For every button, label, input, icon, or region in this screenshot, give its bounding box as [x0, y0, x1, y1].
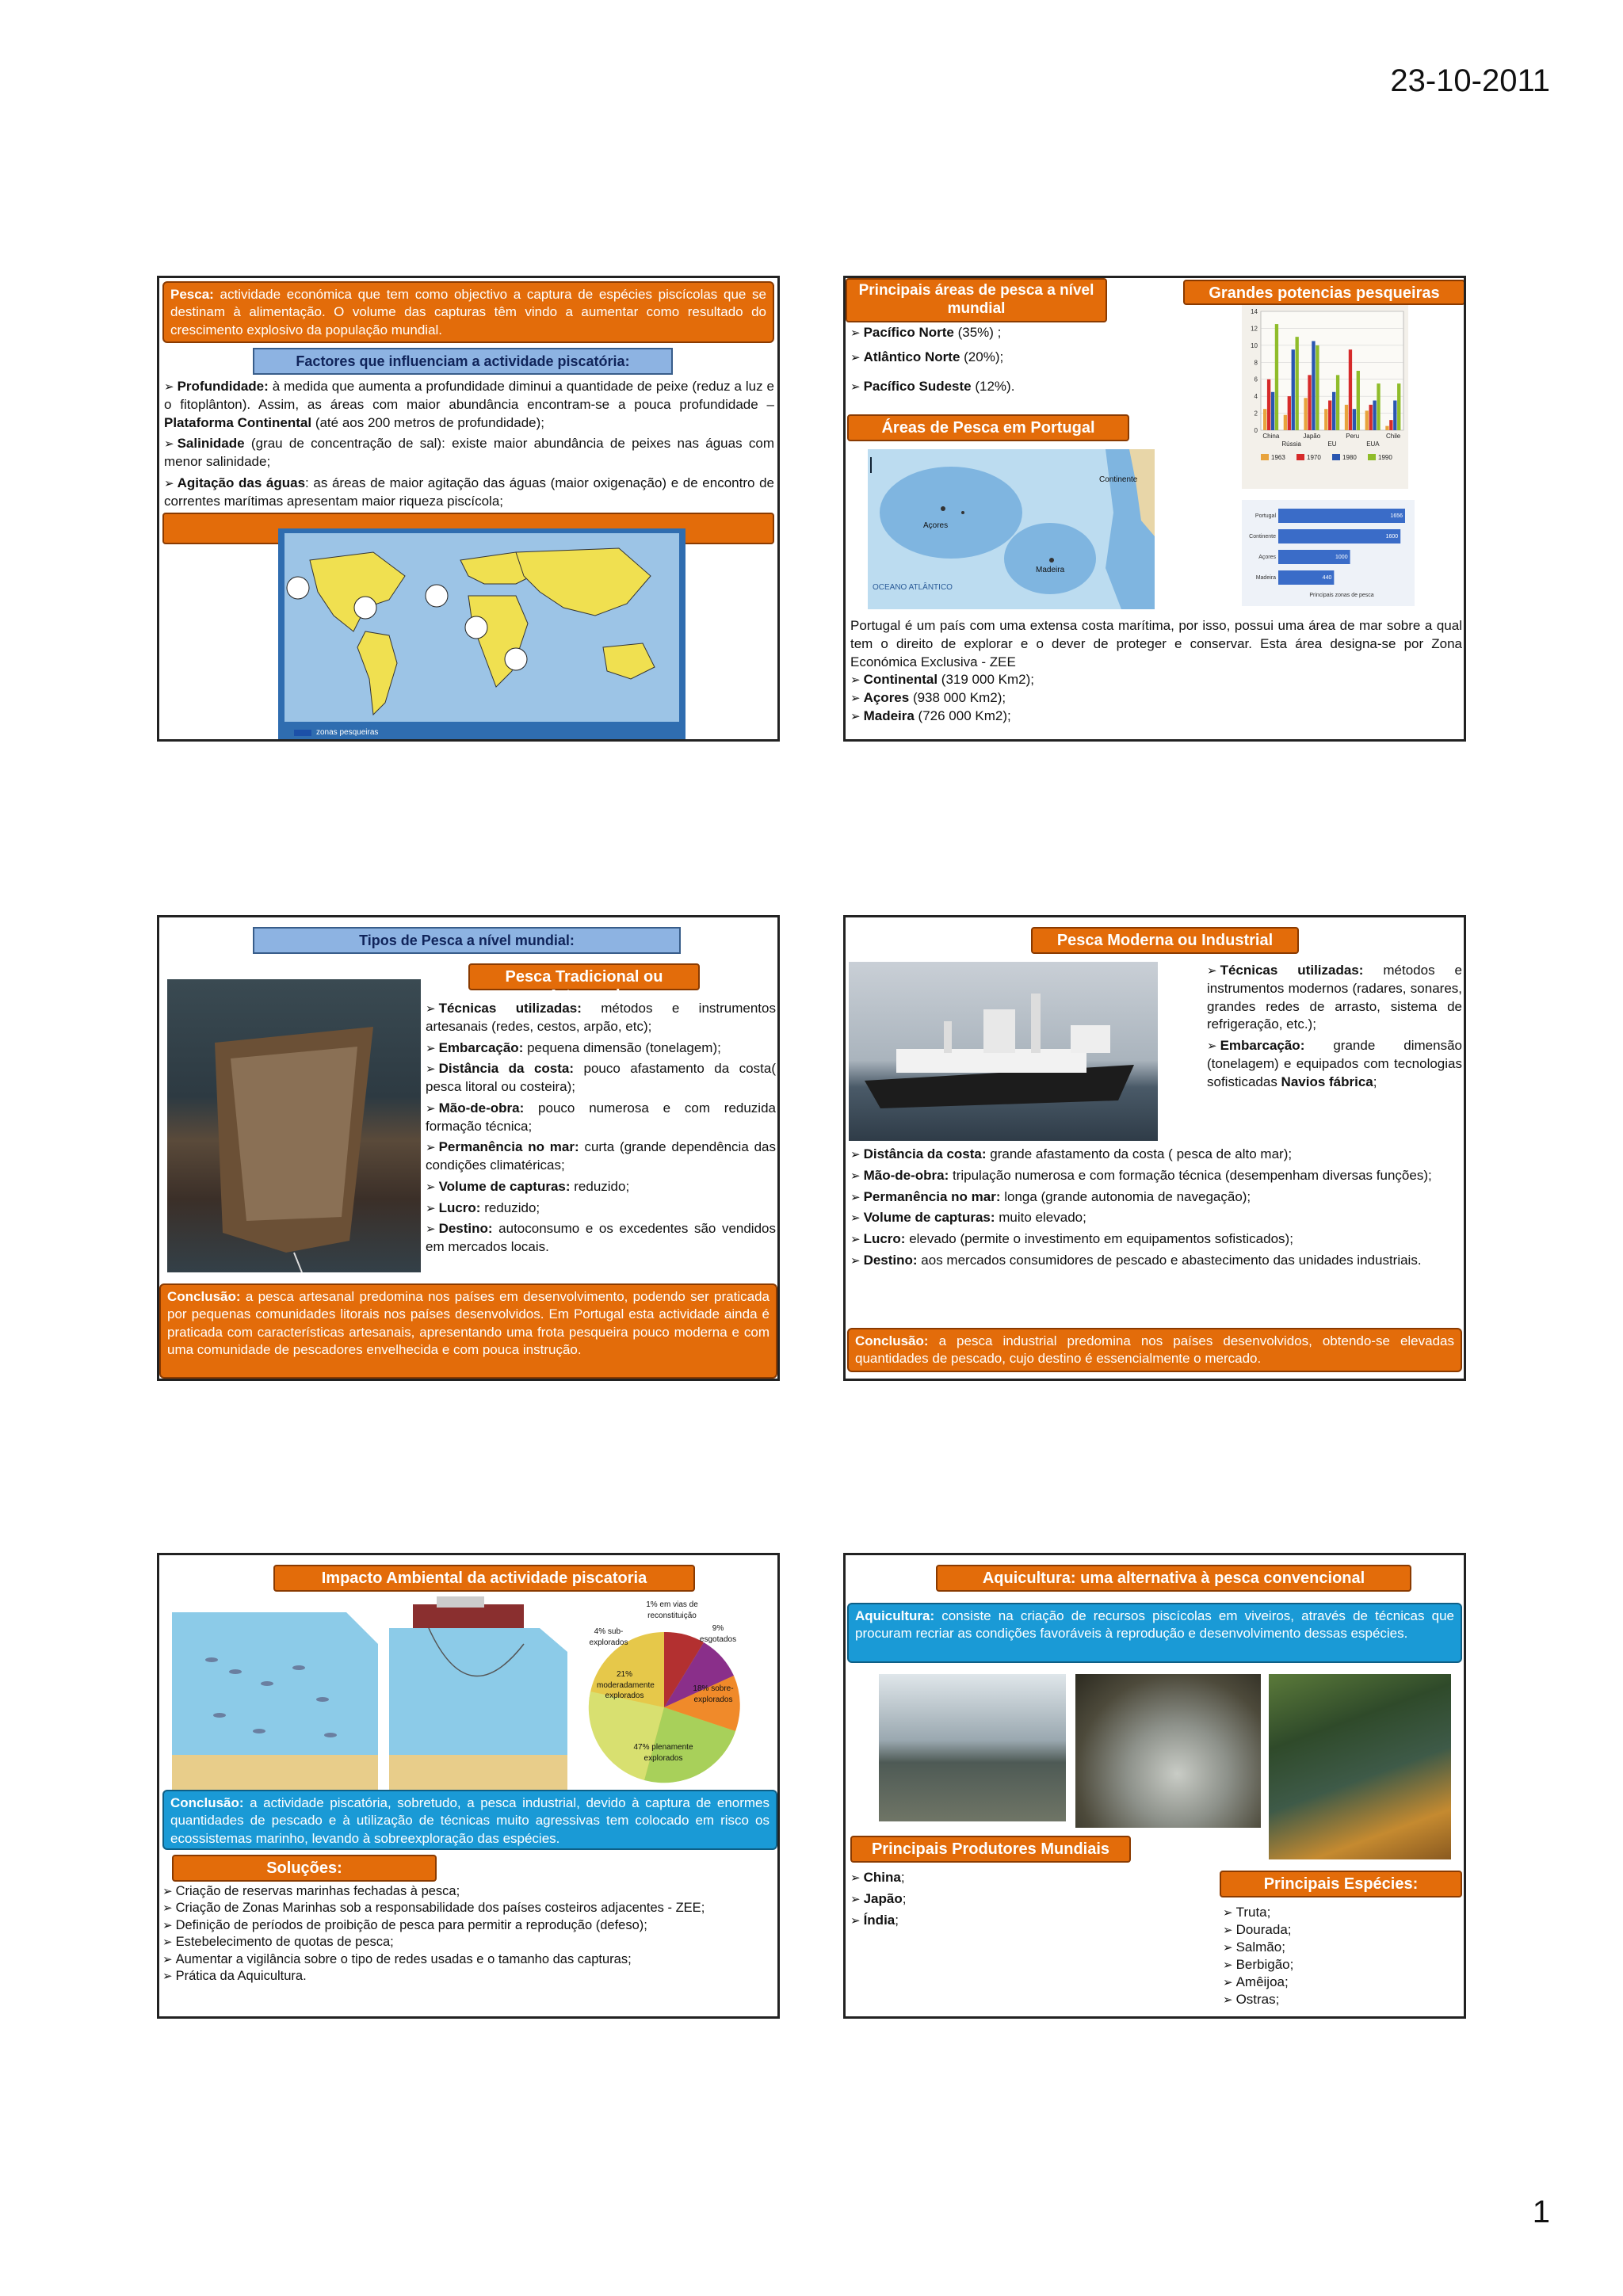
solution-item: ➢ Criação de reservas marinhas fechadas à pesca;: [162, 1883, 777, 1900]
y-tick-label: 10: [1251, 341, 1258, 349]
factors-list: [164, 378, 774, 510]
zee-item: ➢ Continental (319 000 Km2);: [850, 671, 1462, 689]
y-tick-label: 0: [1254, 427, 1258, 434]
bar: [1316, 345, 1319, 430]
industrial-item: ➢ Técnicas utilizadas: métodos e instrumentos modernos (radares, sonares, grandes redes de arrasto, sistema de refrigeração, etc.);: [1207, 962, 1462, 1034]
bar: [1288, 396, 1291, 430]
bar-category-label: Açores: [1258, 555, 1276, 560]
powers-title: Grandes potencias pesqueiras: [1183, 280, 1465, 305]
solution-item: ➢ Estebelecimento de quotas de pesca;: [162, 1934, 777, 1951]
legend-label: 1980: [1342, 454, 1357, 461]
ocean-after-illustration: [381, 1596, 571, 1804]
portugal-zee-bar-chart: [1242, 500, 1415, 606]
intro-term: Pesca:: [170, 287, 214, 302]
traditional-item: ➢ Volume de capturas: reduzido;: [426, 1178, 776, 1196]
map-label-continente: Continente: [1099, 475, 1138, 484]
legend-swatch: [1296, 454, 1304, 460]
producer-item: ➢ China;: [850, 1869, 1088, 1887]
ocean-before-illustration: [164, 1596, 388, 1804]
slide-aquaculture: [843, 1553, 1466, 2019]
factors-title: Factores que influenciam a actividade piscatória:: [253, 348, 673, 375]
solution-item: ➢ Prática da Aquicultura.: [162, 1968, 777, 1985]
traditional-item: ➢ Técnicas utilizadas: métodos e instrumentos artesanais (redes, cestos, arpão, etc);: [426, 1000, 776, 1036]
solution-item: ➢ Definição de períodos de proibição de pesca para permitir a reprodução (defeso);: [162, 1917, 777, 1934]
bar-value-label: 1600: [1385, 534, 1399, 540]
fish-stocks-pie-chart: [581, 1596, 747, 1804]
producers-title: Principais Produtores Mundiais: [850, 1836, 1131, 1863]
industrial-item: ➢ Distância da costa: grande afastamento da costa ( pesca de alto mar);: [850, 1146, 1462, 1164]
portugal-text: Portugal é um país com uma extensa costa marítima, por isso, possui uma área de mar sobre a qual tem o direito de explorar e o dever de proteger e conservar. Esta área designa-se por Zona Económica Exclusiva - ZEE: [850, 618, 1462, 669]
species-item: ➢ Truta;: [1223, 1904, 1461, 1921]
bar: [1353, 409, 1356, 430]
pie-label-depleted: 9% esgotados: [699, 1624, 737, 1644]
aquaculture-title: Aquicultura: uma alternativa à pesca convencional: [936, 1565, 1411, 1592]
slide-industrial-fishing: [843, 915, 1466, 1381]
aquaculture-definition: Aquicultura: consiste na criação de recursos piscícolas em viveiros, através de técnicas que procuram recriar as condições favoráveis à reprodução e desenvolvimento dessas espécies.: [847, 1603, 1462, 1663]
map-label-madeira: Madeira: [1036, 566, 1065, 574]
powers-bar-chart: [1242, 305, 1408, 489]
y-tick-label: 14: [1251, 308, 1258, 315]
traditional-item: ➢ Mão-de-obra: pouco numerosa e com reduzida formação técnica;: [426, 1100, 776, 1136]
legend-swatch: [1368, 454, 1376, 460]
producer-item: ➢ Japão;: [850, 1890, 1088, 1909]
bar: [1328, 401, 1331, 431]
bar: [1389, 420, 1392, 430]
bar: [1278, 509, 1405, 523]
industrial-title: Pesca Moderna ou Industrial: [1031, 927, 1299, 954]
factor-item: ➢ Agitação das águas: as áreas de maior agitação das águas (maior oxigenação) e de encontro de correntes marítimas apresentam maior riqueza piscícola;: [164, 475, 774, 511]
area-item: ➢ Atlântico Norte (20%);: [850, 349, 1112, 367]
areas-title: Principais áreas de pesca a nível mundial: [846, 278, 1107, 322]
traditional-item: ➢ Lucro: reduzido;: [426, 1199, 776, 1218]
bar: [1332, 392, 1335, 430]
aquaculture-photo-1: [879, 1674, 1066, 1821]
bar: [1357, 371, 1360, 430]
x-tick-label: EUA: [1366, 441, 1380, 448]
bar: [1365, 410, 1369, 430]
bar: [1278, 529, 1400, 543]
bar: [1263, 409, 1266, 430]
intro-box: [162, 281, 774, 343]
x-tick-label: Rússia: [1281, 441, 1301, 448]
bar: [1324, 409, 1327, 430]
bar: [1308, 375, 1311, 430]
bar: [1377, 383, 1380, 430]
industrial-list-right: [1207, 962, 1462, 1091]
portugal-title: Áreas de Pesca em Portugal: [847, 414, 1129, 441]
x-tick-label: Peru: [1346, 433, 1360, 440]
species-list: [1223, 1904, 1461, 2009]
zee-item: ➢ Madeira (726 000 Km2);: [850, 707, 1462, 726]
page-date: 23-10-2011: [1390, 63, 1550, 98]
bar-category-label: Continente: [1249, 534, 1276, 540]
bar: [1336, 375, 1339, 430]
x-tick-label: EU: [1327, 441, 1337, 448]
x-tick-label: Chile: [1386, 433, 1401, 440]
bar-value-label: 1000: [1335, 555, 1348, 560]
traditional-item: ➢ Distância da costa: pouco afastamento da costa( pesca litoral ou costeira);: [426, 1060, 776, 1097]
traditional-conclusion: Conclusão: a pesca artesanal predomina nos países em desenvolvimento, podendo ser praticada por pequenas comunidades litorais nos países desenvolvidos. Em Portugal esta actividade ainda é praticada com características artesanais, apresentando uma frota pesqueira pouco moderna e com uma comunidade de pescadores envelhecida e com pouca instrução.: [159, 1283, 777, 1379]
artisanal-boat-photo: [167, 979, 421, 1272]
bar: [1349, 349, 1352, 430]
pie-label-reconstitution: 1% em vias de reconstituição: [646, 1600, 698, 1620]
bar: [1271, 392, 1274, 430]
bar: [1284, 415, 1287, 430]
y-tick-label: 2: [1254, 410, 1258, 418]
industrial-item: ➢ Volume de capturas: muito elevado;: [850, 1209, 1462, 1227]
legend-label: 1990: [1378, 454, 1392, 461]
solutions-title: Soluções:: [172, 1855, 437, 1882]
bar: [1296, 337, 1299, 430]
intro-text: actividade económica que tem como objectivo a captura de espécies piscícolas que se destinam à alimentação. O volume das capturas têm vindo a aumentar como resultado do crescimento explosivo da população mundial.: [170, 287, 766, 338]
bar-value-label: 440: [1322, 575, 1332, 581]
factory-ship-photo: [849, 962, 1158, 1141]
factor-item: ➢ Salinidade (grau de concentração de sal): existe maior abundância de peixes nas águas com menor salinidade;: [164, 435, 774, 471]
bar-category-label: Portugal: [1254, 513, 1276, 519]
bar-value-label: 1656: [1390, 513, 1403, 519]
legend-swatch: [1261, 454, 1269, 460]
industrial-item: ➢ Destino: aos mercados consumidores de pescado e abastecimento das unidades industriais.: [850, 1252, 1462, 1270]
slide-fishing-areas: [843, 276, 1466, 742]
area-item: ➢ Pacífico Sudeste (12%).: [850, 378, 1112, 396]
bar: [1345, 405, 1348, 430]
traditional-list: [426, 1000, 776, 1257]
industrial-item: ➢ Embarcação: grande dimensão (tonelagem) e equipados com tecnologias sofisticadas Navios fábrica;: [1207, 1037, 1462, 1091]
species-item: ➢ Amêijoa;: [1223, 1974, 1461, 1991]
species-item: ➢ Ostras;: [1223, 1991, 1461, 2008]
industrial-item: ➢ Lucro: elevado (permite o investimento em equipamentos sofisticados);: [850, 1230, 1462, 1249]
x-axis-label: Principais zonas de pesca: [1309, 593, 1374, 598]
species-item: ➢ Berbigão;: [1223, 1956, 1461, 1974]
traditional-item: ➢ Embarcação: pequena dimensão (tonelagem);: [426, 1039, 776, 1058]
x-tick-label: Japão: [1303, 433, 1321, 440]
area-item: ➢ Pacífico Norte (35%) ;: [850, 324, 1112, 342]
impact-conclusion: Conclusão: a actividade piscatória, sobretudo, a pesca industrial, devido à captura de enormes quantidades de pescado e à utilização de técnicas muito agressivas tem colocado em risco os ecossistemas marinho, levando à sobreexploração das espécies.: [162, 1790, 777, 1850]
bar: [1385, 426, 1388, 430]
bar: [1397, 383, 1400, 430]
industrial-list: [850, 1146, 1462, 1270]
pie-label-underexploited: 4% sub-explorados: [589, 1627, 628, 1647]
map-legend-label: zonas pesqueiras: [316, 728, 379, 737]
bar: [1275, 324, 1278, 430]
species-item: ➢ Salmão;: [1223, 1939, 1461, 1956]
world-fishing-map: [278, 528, 685, 739]
traditional-subtitle: Pesca Tradicional ou Artesanal: [468, 963, 700, 990]
areas-list: [850, 324, 1112, 395]
aquaculture-photo-2: [1075, 1674, 1261, 1828]
bar: [1373, 401, 1376, 431]
industrial-conclusion: Conclusão: a pesca industrial predomina nos países desenvolvidos, obtendo-se elevadas quantidades de pescado, cujo destino é essencialmente o mercado.: [847, 1328, 1462, 1372]
zee-item: ➢ Açores (938 000 Km2);: [850, 689, 1462, 707]
legend-label: 1970: [1307, 454, 1321, 461]
bar: [1369, 405, 1373, 430]
bar: [1292, 349, 1295, 430]
map-label-acores: Açores: [923, 521, 949, 530]
pie-label-moderate: 21% moderadamente explorados: [597, 1670, 655, 1700]
solution-item: ➢ Criação de Zonas Marinhas sob a responsabilidade dos países costeiros adjacentes - ZEE;: [162, 1900, 777, 1917]
solution-item: ➢ Aumentar a vigilância sobre o tipo de redes usadas e o tamanho das capturas;: [162, 1951, 777, 1968]
x-tick-label: China: [1262, 433, 1280, 440]
bar: [1304, 398, 1307, 430]
pie-label-overexploited: 18% sobre-explorados: [693, 1684, 734, 1704]
species-title: Principais Espécies:: [1220, 1871, 1462, 1897]
slide-traditional-fishing: [157, 915, 780, 1381]
species-item: ➢ Dourada;: [1223, 1921, 1461, 1939]
legend-label: 1963: [1271, 454, 1285, 461]
zee-list: [850, 671, 1462, 725]
slide-environmental-impact: [157, 1553, 780, 2019]
factor-item: ➢ Profundidade: à medida que aumenta a profundidade diminui a quantidade de peixe (reduz a luz e o fitoplânton). Assim, as áreas com maior abundância encontram-se a pouca profundidade – Plataforma Continental (até aos 200 metros de profundidade);: [164, 378, 774, 432]
bar-category-label: Madeira: [1255, 575, 1276, 581]
y-tick-label: 12: [1251, 325, 1258, 333]
aquaculture-photo-3: [1269, 1674, 1451, 1859]
slide-fishing-definition: [157, 276, 780, 742]
y-tick-label: 4: [1254, 393, 1258, 401]
industrial-item: ➢ Permanência no mar: longa (grande autonomia de navegação);: [850, 1188, 1462, 1207]
traditional-item: ➢ Destino: autoconsumo e os excedentes são vendidos em mercados locais.: [426, 1220, 776, 1257]
page-number: 1: [1532, 2195, 1550, 2229]
fishing-types-title: Tipos de Pesca a nível mundial:: [253, 927, 681, 954]
map-label-ocean: OCEANO ATLÂNTICO: [873, 583, 953, 592]
portugal-zee-map: [868, 449, 1155, 609]
industrial-item: ➢ Mão-de-obra: tripulação numerosa e com formação técnica (desempenham diversas funções);: [850, 1167, 1462, 1185]
pie-label-fully: 47% plenamente explorados: [633, 1743, 693, 1763]
legend-swatch: [1332, 454, 1340, 460]
solutions-list: [162, 1883, 777, 1985]
producers-list: [850, 1869, 1088, 1929]
traditional-item: ➢ Permanência no mar: curta (grande dependência das condições climatéricas;: [426, 1138, 776, 1175]
bar: [1267, 379, 1270, 430]
bar: [1312, 341, 1315, 431]
y-tick-label: 6: [1254, 376, 1258, 383]
impact-title: Impacto Ambiental da actividade piscatoria: [273, 1565, 695, 1592]
y-tick-label: 8: [1254, 359, 1258, 367]
bar: [1393, 401, 1396, 431]
producer-item: ➢ Índia;: [850, 1912, 1088, 1930]
